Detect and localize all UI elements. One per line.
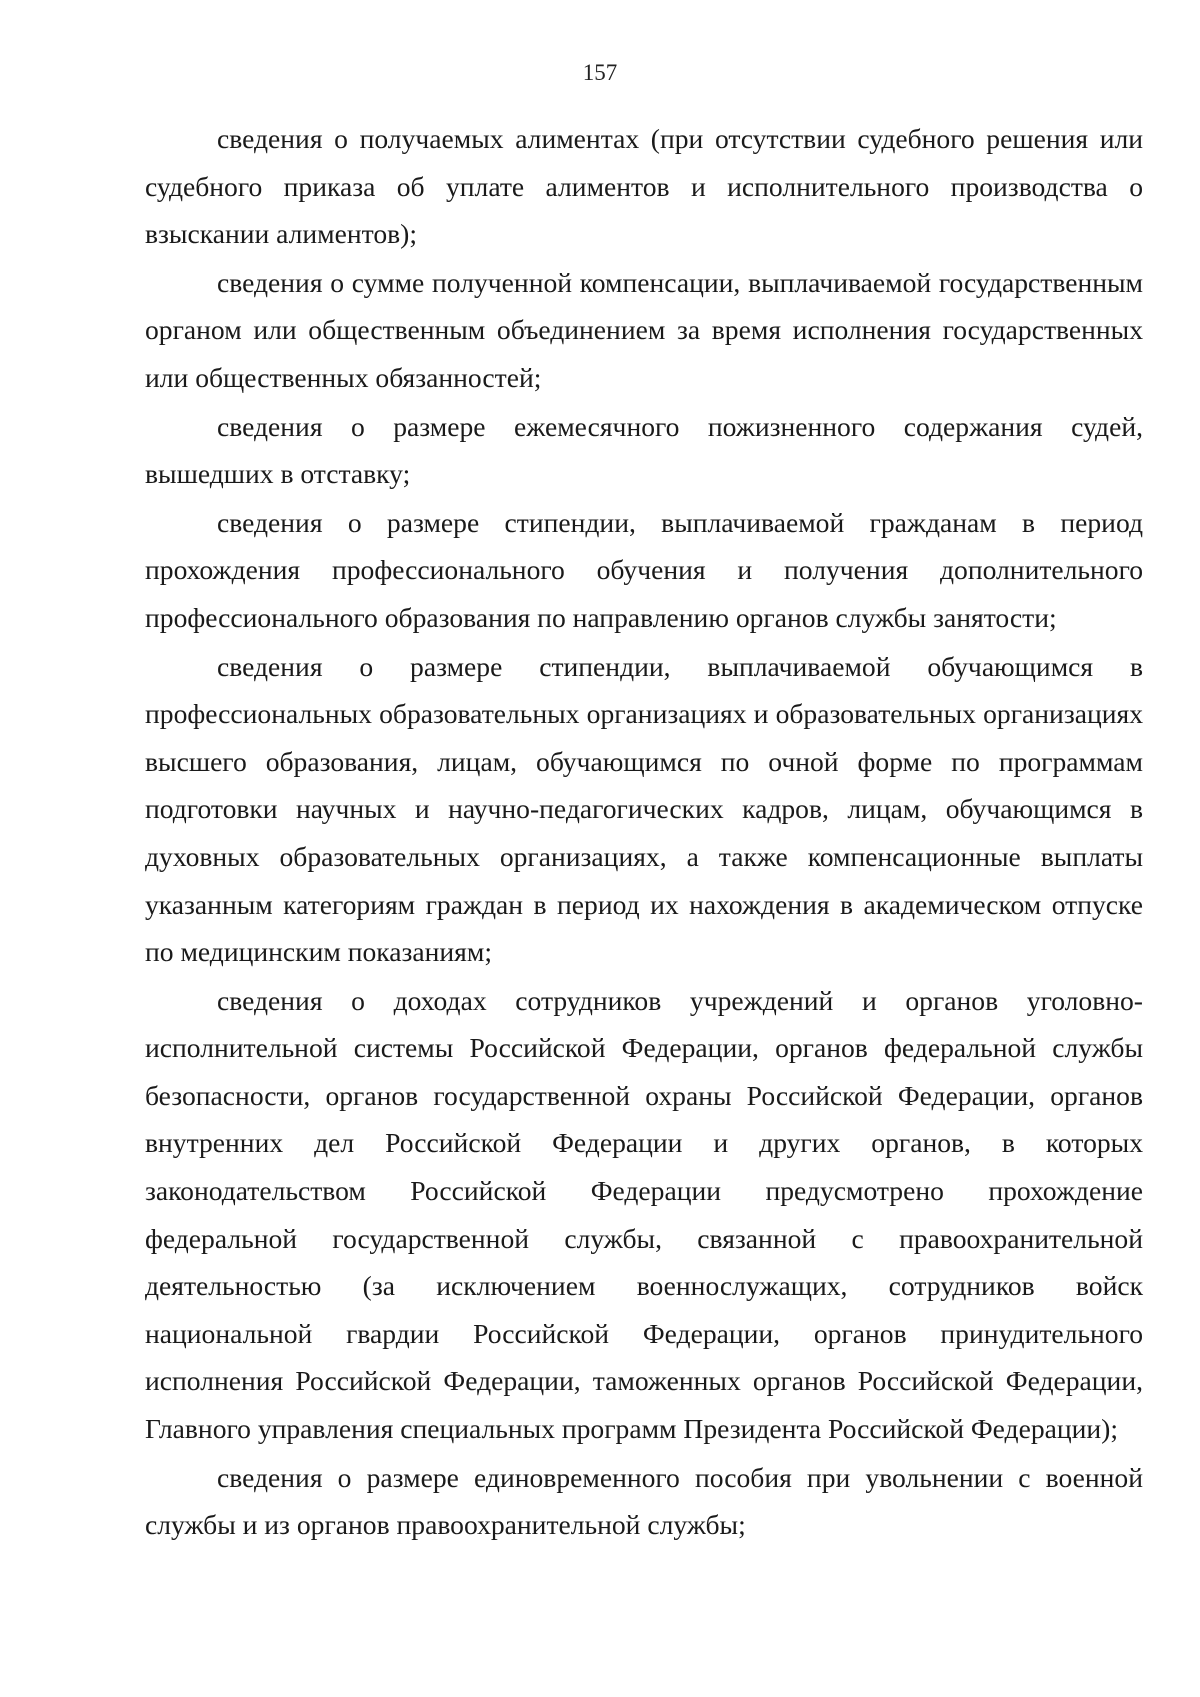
paragraph-compensation: сведения о сумме полученной компенсации, выплачиваемой государственным органом или общественным объединением за время исполнения государственных или общественных обязанностей;	[145, 266, 1143, 393]
paragraph-employment-stipend: сведения о размере стипендии, выплачиваемой гражданам в период прохождения профессионального обучения и получения дополнительного профессионального образования по направлению органов службы занятости;	[145, 506, 1143, 633]
page-number: 157	[582, 60, 618, 85]
paragraph-severance-benefit: сведения о размере единовременного пособия при увольнении с военной службы и из органов правоохранительной службы;	[145, 1461, 1143, 1541]
document-body	[145, 115, 1143, 1550]
paragraph-student-stipend: сведения о размере стипендии, выплачиваемой обучающимся в профессиональных образовательных организациях и образовательных организациях высшего образования, лицам, обучающимся по очной форме по программам подготовки научных и научно-педагогических кадров, лицам, обучающимся в духовных образовательных организациях, а также компенсационные выплаты указанным категориям граждан в период их нахождения в академическом отпуске по медицинским показаниям;	[145, 650, 1143, 968]
paragraph-law-enforcement-income: сведения о доходах сотрудников учреждений и органов уголовно-исполнительной системы Российской Федерации, органов федеральной службы безопасности, органов государственной охраны Российской Федерации, органов внутренних дел Российской Федерации и других органов, в которых законодательством Российской Федерации предусмотрено прохождение федеральной государственной службы, связанной с правоохранительной деятельностью (за исключением военнослужащих, сотрудников войск национальной гвардии Российской Федерации, органов принудительного исполнения Российской Федерации, таможенных органов Российской Федерации, Главного управления специальных программ Президента Российской Федерации);	[145, 984, 1143, 1445]
paragraph-judges-allowance: сведения о размере ежемесячного пожизненного содержания судей, вышедших в отставку;	[145, 410, 1143, 490]
paragraph-alimony: сведения о получаемых алиментах (при отсутствии судебного решения или судебного приказа об уплате алиментов и исполнительного производства о взыскании алиментов);	[145, 123, 1143, 250]
